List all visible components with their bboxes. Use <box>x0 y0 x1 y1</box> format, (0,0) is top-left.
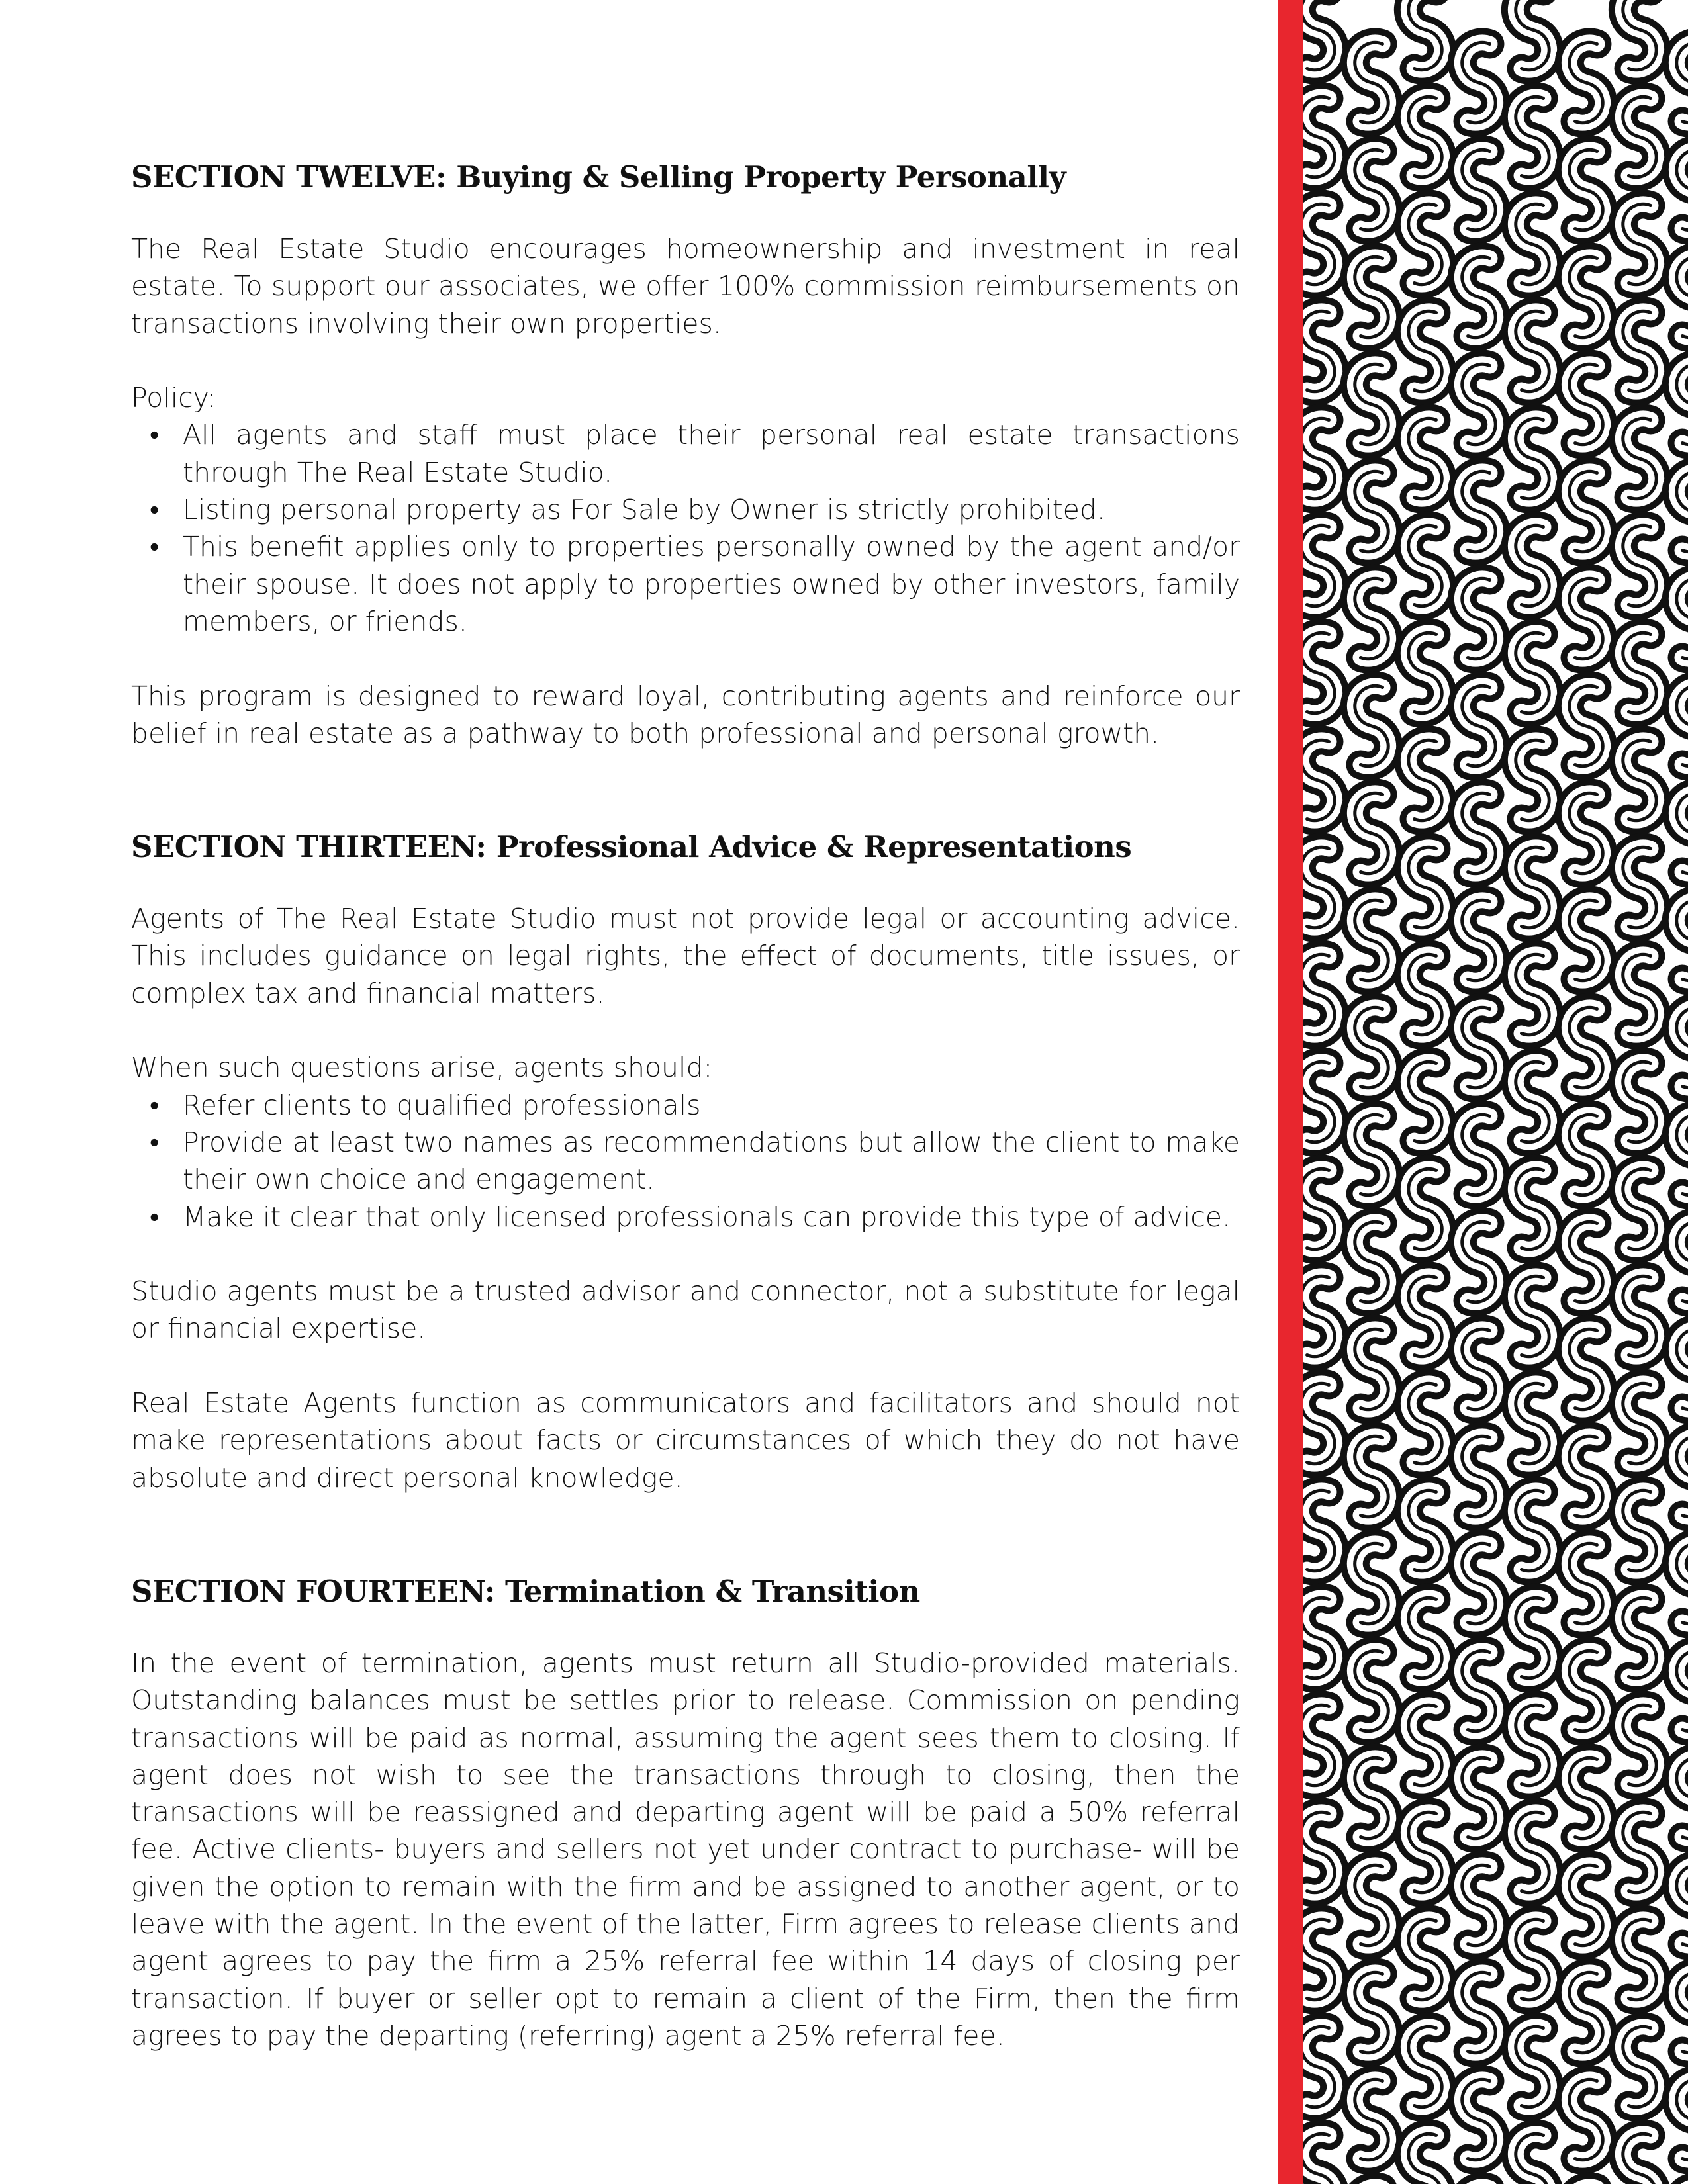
s-logo-icon <box>1462 578 1495 659</box>
s-logo-icon <box>1516 633 1549 713</box>
s-logo-icon <box>1623 633 1656 713</box>
s-logo-icon <box>1409 1598 1442 1678</box>
s-logo-icon <box>1623 847 1656 927</box>
section-intro: The Real Estate Studio encourages homeownership and investment in real estate. To support our associates, we offer 100% commission reimbursements on transactions involving their own properties. <box>131 233 1240 340</box>
s-logo-icon <box>1623 0 1656 70</box>
s-logo-icon <box>1677 1007 1688 1087</box>
section-closing: Studio agents must be a trusted advisor and connector, not a substitute for legal or financial expertise. <box>131 1275 1240 1345</box>
s-logo-icon <box>1355 1436 1388 1516</box>
s-logo-icon <box>1409 525 1442 606</box>
s-logo-icon <box>1516 1276 1549 1356</box>
s-logo-icon <box>1623 1919 1656 1999</box>
s-logo-icon <box>1677 364 1688 444</box>
s-logo-icon <box>1409 1919 1442 1999</box>
s-logo-icon <box>1355 1007 1388 1087</box>
s-logo-icon <box>1623 740 1656 820</box>
s-logo-icon <box>1462 1115 1495 1195</box>
s-logo-icon <box>1355 793 1388 873</box>
list-item: • Refer clients to qualified professionals <box>183 1087 1240 1124</box>
s-logo-icon <box>1570 150 1603 230</box>
s-logo-icon <box>1623 525 1656 606</box>
s-logo-icon <box>1462 1758 1495 1838</box>
s-logo-icon <box>1409 0 1442 70</box>
s-logo-icon <box>1516 740 1549 820</box>
s-logo-icon <box>1303 2026 1335 2107</box>
s-logo-icon <box>1623 954 1656 1034</box>
s-logo-icon <box>1409 847 1442 927</box>
s-logo-icon <box>1677 1865 1688 1945</box>
s-logo-icon <box>1623 2026 1656 2107</box>
bullet-list <box>131 1087 1240 1236</box>
s-logo-icon <box>1677 1222 1688 1302</box>
s-logo-icon <box>1677 578 1688 659</box>
s-logo-icon <box>1570 471 1603 551</box>
s-logo-icon <box>1303 1812 1335 1892</box>
section-thirteen <box>131 829 1240 1496</box>
s-logo-icon <box>1516 1919 1549 1999</box>
s-logo-icon <box>1677 1758 1688 1838</box>
s-logo-icon <box>1462 1972 1495 2052</box>
s-logo-icon <box>1516 1383 1549 1463</box>
s-logo-icon <box>1516 1062 1549 1142</box>
list-lead: Policy: <box>131 382 216 414</box>
s-logo-icon <box>1516 847 1549 927</box>
s-logo-icon <box>1677 1115 1688 1195</box>
s-logo-icon <box>1677 1651 1688 1731</box>
s-logo-icon <box>1623 1383 1656 1463</box>
s-logo-icon <box>1570 257 1603 337</box>
section-closing: This program is designed to reward loyal, contributing agents and reinforce our belief in real estate as a pathway to both professional and personal growth. <box>131 680 1240 749</box>
s-logo-icon <box>1303 1276 1335 1356</box>
s-logo-icon <box>1516 1490 1549 1570</box>
section-fourteen <box>131 1573 1240 2054</box>
s-logo-icon <box>1677 471 1688 551</box>
s-logo-icon <box>1623 311 1656 391</box>
s-logo-icon <box>1462 42 1495 122</box>
s-logo-icon <box>1516 954 1549 1034</box>
s-logo-icon <box>1623 1169 1656 1249</box>
s-logo-icon <box>1462 471 1495 551</box>
s-logo-icon <box>1570 2079 1603 2160</box>
s-logo-icon <box>1623 1705 1656 1785</box>
s-logo-icon <box>1462 1865 1495 1945</box>
s-logo-icon <box>1303 418 1335 498</box>
s-logo-icon <box>1516 1705 1549 1785</box>
s-logo-icon <box>1677 150 1688 230</box>
s-logo-icon <box>1570 578 1603 659</box>
s-logo-icon <box>1355 1651 1388 1731</box>
s-logo-icon <box>1516 2134 1549 2184</box>
s-logo-icon <box>1409 740 1442 820</box>
list-item: • This benefit applies only to properties personally owned by the agent and/or their spouse. It does not apply to properties owned by other investors, family members, or friends. <box>183 528 1240 640</box>
s-logo-icon <box>1677 2079 1688 2160</box>
s-logo-icon <box>1409 1276 1442 1356</box>
s-logo-icon <box>1355 2079 1388 2160</box>
s-logo-icon <box>1623 418 1656 498</box>
s-logo-icon <box>1303 1490 1335 1570</box>
s-logo-icon <box>1355 686 1388 766</box>
s-logo-icon <box>1303 1383 1335 1463</box>
list-item: • Listing personal property as For Sale by Owner is strictly prohibited. <box>183 491 1240 528</box>
s-logo-icon <box>1409 1383 1442 1463</box>
s-logo-icon <box>1462 900 1495 980</box>
s-logo-icon <box>1462 1007 1495 1087</box>
s-logo-icon <box>1677 257 1688 337</box>
bullet-list <box>131 416 1240 640</box>
s-logo-icon <box>1409 2134 1442 2184</box>
red-stripe <box>1278 0 1303 2184</box>
s-logo-icon <box>1462 150 1495 230</box>
s-logo-icon <box>1303 1169 1335 1249</box>
s-logo-icon <box>1677 900 1688 980</box>
s-logo-icon <box>1623 1062 1656 1142</box>
section-closing-2: Real Estate Agents function as communicators and facilitators and should not make representations about facts or circumstances of which they do not have absolute and direct personal knowledge. <box>131 1387 1240 1494</box>
section-title: SECTION FOURTEEN: Termination & Transition <box>131 1573 920 1609</box>
s-logo-icon <box>1570 1222 1603 1302</box>
s-logo-icon <box>1516 2026 1549 2107</box>
section-twelve <box>131 159 1240 752</box>
s-logo-icon <box>1303 740 1335 820</box>
s-logo-icon <box>1677 1329 1688 1409</box>
section-body: In the event of termination, agents must return all Studio-provided materials. Outstanding balances must be settles prior to release. Commission on pending transactions will be paid as normal, assuming the agent sees them to closing. If agent does not wish to see the transactions through to closing, then the transactions will be reassigned and departing agent will be paid a 50% referral fee. Active clients- buyers and sellers not yet under contract to purchase- will be given the option to remain with the firm and be assigned to another agent, or to leave with the agent. In the event of the latter, Firm agrees to release clients and agent agrees to pay the firm a 25% referral fee within 14 days of closing per transaction. If buyer or seller opt to remain a client of the Firm, then the firm agrees to pay the departing (referring) agent a 25% referral fee. <box>131 1647 1240 2052</box>
s-logo-icon <box>1355 42 1388 122</box>
s-logo-icon <box>1303 204 1335 284</box>
s-logo-icon <box>1570 900 1603 980</box>
s-logo-icon <box>1355 1758 1388 1838</box>
s-logo-icon <box>1409 2026 1442 2107</box>
s-logo-icon <box>1303 97 1335 177</box>
s-logo-icon <box>1516 97 1549 177</box>
s-logo-icon <box>1570 1007 1603 1087</box>
s-logo-icon <box>1570 1972 1603 2052</box>
list-item: • Provide at least two names as recommendations but allow the client to make their own choice and engagement. <box>183 1124 1240 1199</box>
s-logo-icon <box>1516 1812 1549 1892</box>
s-logo-icon <box>1570 1651 1603 1731</box>
s-logo-icon <box>1570 364 1603 444</box>
s-logo-icon <box>1462 1329 1495 1409</box>
s-logo-icon <box>1355 257 1388 337</box>
s-logo-icon <box>1355 1329 1388 1409</box>
s-logo-icon <box>1409 204 1442 284</box>
s-logo-icon <box>1570 1115 1603 1195</box>
s-logo-icon <box>1303 0 1688 2184</box>
s-logo-icon <box>1462 257 1495 337</box>
s-logo-icon <box>1570 1758 1603 1838</box>
list-lead: When such questions arise, agents should: <box>131 1052 713 1084</box>
s-logo-icon <box>1677 686 1688 766</box>
s-logo-icon <box>1303 2134 1335 2184</box>
s-logo-icon <box>1623 1276 1656 1356</box>
s-logo-icon <box>1303 0 1335 70</box>
s-logo-icon <box>1355 1115 1388 1195</box>
s-logo-icon <box>1355 471 1388 551</box>
s-logo-icon <box>1623 2134 1656 2184</box>
s-logo-icon <box>1303 1062 1335 1142</box>
s-logo-icon <box>1355 364 1388 444</box>
s-logo-icon <box>1516 204 1549 284</box>
s-logo-icon <box>1623 204 1656 284</box>
s-logo-icon <box>1355 900 1388 980</box>
s-logo-icon <box>1623 97 1656 177</box>
s-logo-icon <box>1462 793 1495 873</box>
s-logo-pattern <box>1303 0 1688 2184</box>
s-logo-icon <box>1570 42 1603 122</box>
s-logo-icon <box>1516 418 1549 498</box>
s-logo-icon <box>1303 1598 1335 1678</box>
s-logo-icon <box>1570 1436 1603 1516</box>
s-logo-icon <box>1409 1812 1442 1892</box>
page-content <box>131 159 1240 2054</box>
s-logo-icon <box>1570 1865 1603 1945</box>
s-logo-icon <box>1623 1598 1656 1678</box>
s-logo-icon <box>1570 793 1603 873</box>
s-logo-icon <box>1516 525 1549 606</box>
s-logo-icon <box>1677 1543 1688 1623</box>
s-logo-icon <box>1409 1062 1442 1142</box>
s-logo-icon <box>1677 1972 1688 2052</box>
s-logo-icon <box>1462 1436 1495 1516</box>
section-title: SECTION THIRTEEN: Professional Advice & Representations <box>131 829 1132 865</box>
s-logo-icon <box>1409 418 1442 498</box>
s-logo-icon <box>1355 1865 1388 1945</box>
s-logo-icon <box>1462 1222 1495 1302</box>
s-logo-icon <box>1303 1919 1335 1999</box>
s-logo-icon <box>1677 42 1688 122</box>
s-logo-icon <box>1303 525 1335 606</box>
s-logo-icon <box>1516 1598 1549 1678</box>
s-logo-icon <box>1570 1329 1603 1409</box>
s-logo-icon <box>1409 1490 1442 1570</box>
section-title: SECTION TWELVE: Buying & Selling Property Personally <box>131 159 1066 195</box>
s-logo-icon <box>1516 0 1549 70</box>
s-logo-icon <box>1409 311 1442 391</box>
list-item: • Make it clear that only licensed professionals can provide this type of advice. <box>183 1199 1240 1236</box>
s-logo-icon <box>1570 686 1603 766</box>
s-logo-icon <box>1516 1169 1549 1249</box>
s-logo-icon <box>1303 954 1335 1034</box>
s-logo-icon <box>1409 633 1442 713</box>
s-logo-icon <box>1355 1222 1388 1302</box>
s-logo-icon <box>1409 1169 1442 1249</box>
s-logo-icon <box>1303 1705 1335 1785</box>
s-logo-icon <box>1570 1543 1603 1623</box>
section-intro: Agents of The Real Estate Studio must not provide legal or accounting advice. This includes guidance on legal rights, the effect of documents, title issues, or complex tax and financial matters. <box>131 903 1240 1009</box>
s-logo-icon <box>1355 1543 1388 1623</box>
s-logo-icon <box>1462 1543 1495 1623</box>
s-logo-icon <box>1677 793 1688 873</box>
list-item: • All agents and staff must place their personal real estate transactions through The Real Estate Studio. <box>183 416 1240 491</box>
s-logo-icon <box>1355 150 1388 230</box>
s-logo-icon <box>1409 97 1442 177</box>
s-logo-icon <box>1462 1651 1495 1731</box>
s-logo-icon <box>1355 1972 1388 2052</box>
s-logo-icon <box>1462 2079 1495 2160</box>
s-logo-icon <box>1355 578 1388 659</box>
s-logo-icon <box>1409 954 1442 1034</box>
s-logo-icon <box>1462 686 1495 766</box>
s-logo-icon <box>1623 1490 1656 1570</box>
s-logo-icon <box>1677 1436 1688 1516</box>
s-logo-icon <box>1303 633 1335 713</box>
s-logo-icon <box>1303 311 1335 391</box>
s-logo-icon <box>1409 1705 1442 1785</box>
s-logo-icon <box>1462 364 1495 444</box>
s-logo-icon <box>1303 847 1335 927</box>
s-logo-icon <box>1516 311 1549 391</box>
s-logo-icon <box>1623 1812 1656 1892</box>
